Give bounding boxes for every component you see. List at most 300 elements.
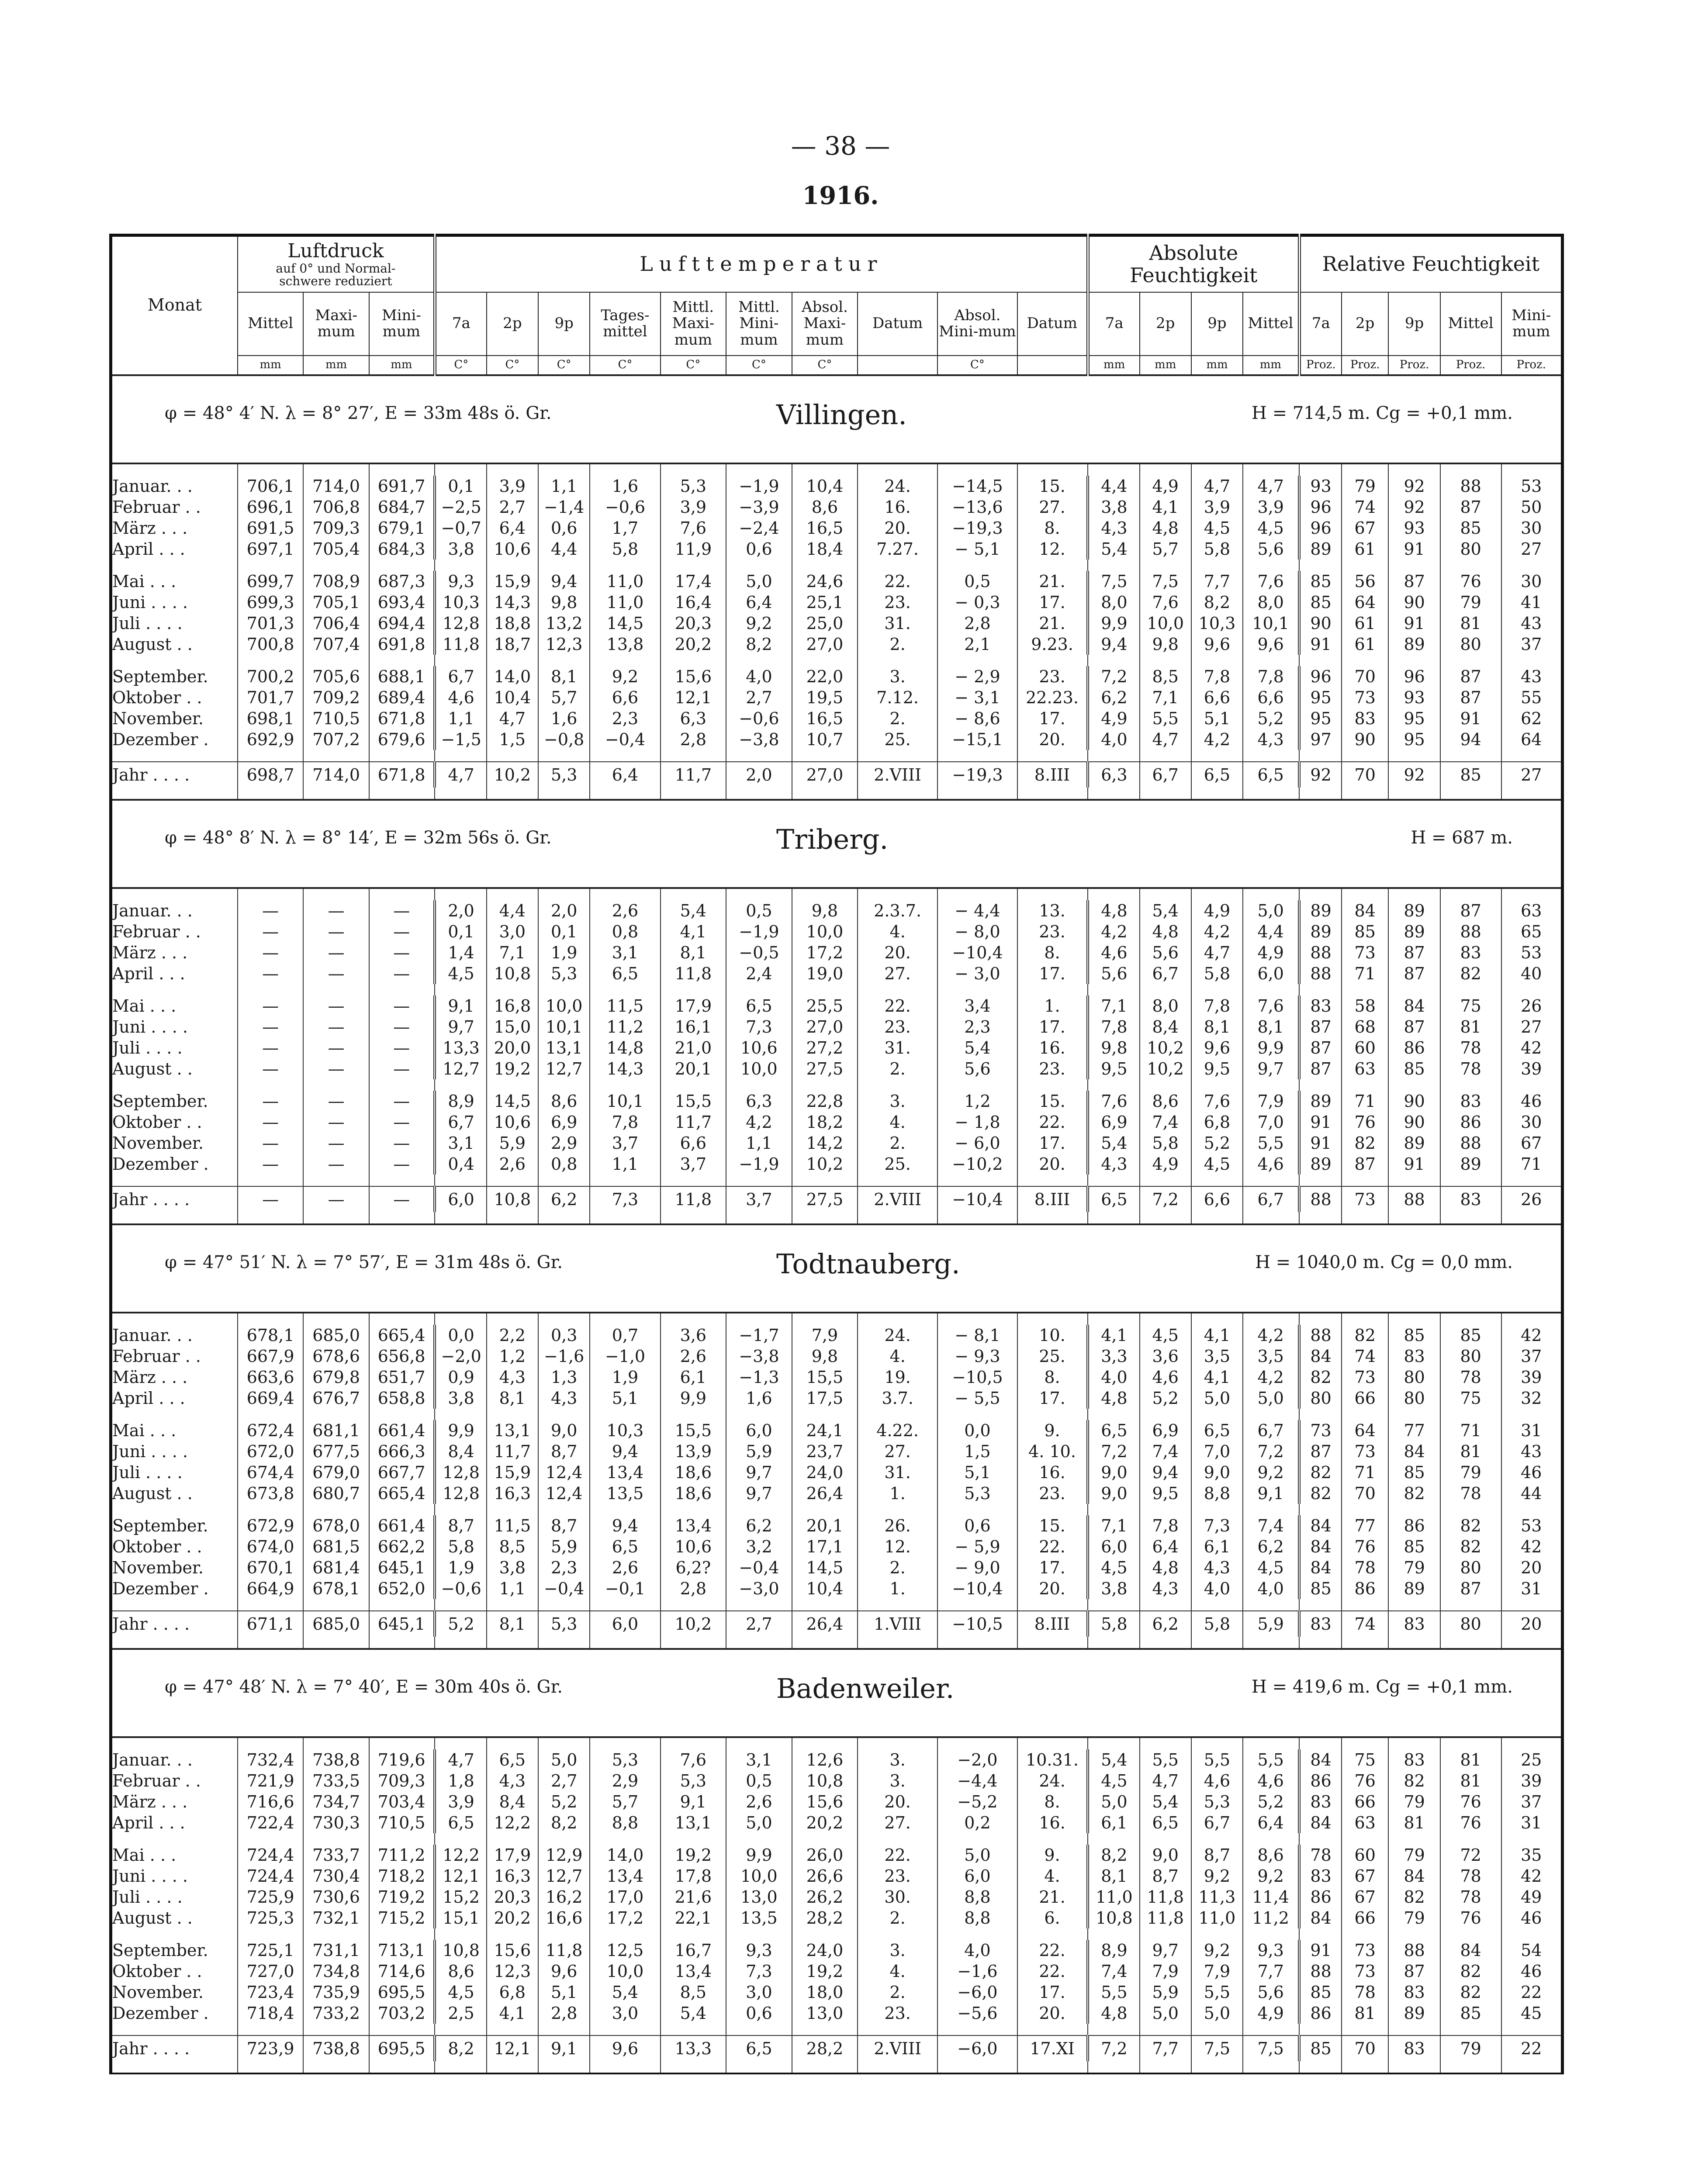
month-label: Juli . . . . [112,1462,183,1482]
data-cell: 7,7 [1140,2035,1191,2061]
data-cell: − 9,3 [937,1346,1017,1367]
month-label: April . . . [112,1388,185,1408]
spacer-cell [303,1504,369,1515]
spacer-row [111,1079,1563,1091]
data-cell: 8,1 [487,1388,538,1409]
data-cell: 5,5 [1088,1982,1139,2003]
month-row [111,613,1563,634]
data-cell: 3,8 [435,539,486,560]
spacer-cell [937,1833,1017,1845]
data-cell: 9,9 [1088,613,1139,634]
data-cell: 1. [1017,995,1088,1016]
data-cell: 13,1 [538,1037,590,1058]
spacer-cell [1440,1175,1501,1186]
spacer-cell [1501,1637,1563,1649]
spacer-cell [1299,1637,1342,1649]
spacer-row [111,1504,1563,1515]
spacer-cell [937,463,1017,476]
data-cell: 42 [1501,1536,1563,1557]
station-header-cell [111,1649,1563,1737]
month-label: August . . [112,1483,193,1503]
data-cell: 9. [1017,1420,1088,1441]
data-cell: 85 [1388,1536,1440,1557]
data-cell: 89 [1299,539,1342,560]
data-cell: 8,7 [1191,1845,1243,1866]
data-cell: 91 [1299,634,1342,655]
spacer-cell [111,1737,238,1749]
data-cell: 19. [858,1367,937,1388]
data-cell: 2,1 [937,634,1017,655]
data-cell: 16,7 [661,1940,726,1961]
data-cell: 679,1 [369,518,435,539]
data-cell: 715,2 [369,1908,435,1928]
spacer-cell [538,750,590,762]
data-cell: — [303,1037,369,1058]
data-cell: 5,6 [937,1058,1017,1079]
data-cell: 20. [1017,729,1088,750]
spacer-cell [303,750,369,762]
spacer-cell [1140,888,1191,900]
data-cell: 6,2 [538,1186,590,1212]
data-cell: 4,6 [1243,1154,1299,1175]
data-cell: 7,2 [1088,2035,1139,2061]
data-cell: 6,7 [435,1112,486,1133]
luftdruck-title: Luftdruck [287,240,384,263]
month-row [111,1346,1563,1367]
data-cell: 75 [1440,1388,1501,1409]
data-cell: 9,4 [538,571,590,592]
spacer-row [111,984,1563,995]
data-cell: 15,1 [435,1908,486,1928]
data-cell: 15,2 [435,1887,486,1908]
month-row [111,1420,1563,1441]
data-cell: 27,0 [792,634,858,655]
data-cell: 681,1 [303,1420,369,1441]
data-cell: 13,2 [538,613,590,634]
spacer-cell [661,463,726,476]
station-name: Badenweiler. [776,1672,955,1704]
spacer-cell [792,984,858,995]
spacer-cell [1140,463,1191,476]
data-cell: 735,9 [303,1982,369,2003]
data-cell: 31 [1501,1812,1563,1833]
spacer-row [111,888,1563,900]
spacer-cell [1017,1737,1088,1749]
spacer-cell [661,2061,726,2073]
data-cell: 5,2 [1243,708,1299,729]
data-cell: 85 [1388,1058,1440,1079]
station-name: Todtnauberg. [776,1248,960,1280]
spacer-cell [1440,984,1501,995]
data-cell: 10,4 [792,476,858,497]
spacer-cell [590,1737,660,1749]
spacer-cell [1191,1833,1243,1845]
spacer-cell [538,1079,590,1091]
spacer-cell [538,1637,590,1649]
data-cell: −2,0 [937,1749,1017,1770]
spacer-cell [111,1599,238,1611]
spacer-cell [661,1504,726,1515]
data-cell: 662,2 [369,1536,435,1557]
data-cell: 79 [1388,1557,1440,1578]
data-cell: 11,8 [1140,1887,1191,1908]
spacer-cell [1243,1637,1299,1649]
spacer-cell [1140,984,1191,995]
data-cell: — [369,1133,435,1154]
station-coordinates: φ = 47° 51′ N. λ = 7° 57′, E = 31m 48s ö. Gr. [165,1252,563,1272]
station-coordinates: φ = 48° 8′ N. λ = 8° 14′, E = 32m 56s ö. Gr. [165,827,552,848]
data-cell: 21. [1017,1887,1088,1908]
spacer-cell [538,1175,590,1186]
month-row [111,963,1563,984]
data-cell: 698,7 [238,762,304,788]
data-cell: 4,1 [1140,497,1191,518]
data-cell: 7,8 [1191,666,1243,687]
spacer-cell [590,1409,660,1420]
data-cell: 11,4 [1243,1887,1299,1908]
data-cell: 685,0 [303,1325,369,1346]
month-row [111,1112,1563,1133]
data-cell: 93 [1388,518,1440,539]
data-cell: 12,7 [538,1058,590,1079]
data-cell: 95 [1388,729,1440,750]
spacer-cell [303,1928,369,1940]
spacer-cell [435,1599,486,1611]
data-cell: 20. [1017,1154,1088,1175]
data-cell: 84 [1299,1515,1342,1536]
data-cell: 6,4 [1243,1812,1299,1833]
spacer-cell [1243,2024,1299,2035]
data-cell: 6,5 [487,1749,538,1770]
data-cell: — [369,1058,435,1079]
spacer-cell [1299,1599,1342,1611]
data-cell: 16,5 [792,708,858,729]
spacer-row [111,1175,1563,1186]
spacer-cell [1501,1737,1563,1749]
data-cell: 37 [1501,1791,1563,1812]
spacer-cell [590,1079,660,1091]
year-row [111,2035,1563,2061]
data-cell: — [303,1133,369,1154]
data-cell: 73 [1342,687,1389,708]
data-cell: 9,3 [435,571,486,592]
data-cell: 45 [1501,2003,1563,2024]
data-cell: 9,6 [1191,1037,1243,1058]
data-cell: 7,8 [1140,1515,1191,1536]
month-label: Juli . . . . [112,613,183,633]
data-cell: 4,1 [1191,1367,1243,1388]
spacer-cell [303,1079,369,1091]
data-cell: 7,5 [1243,2035,1299,2061]
unit-label: Proz. [1299,356,1342,375]
spacer-cell [369,655,435,666]
spacer-cell [590,1212,660,1224]
data-cell: 694,4 [369,613,435,634]
data-cell: 5,6 [1088,963,1139,984]
data-cell: 738,8 [303,2035,369,2061]
data-cell: 9,2 [1191,1940,1243,1961]
spacer-cell [369,560,435,571]
data-cell: 85 [1299,592,1342,613]
month-label: März . . . [112,518,188,538]
data-cell: 14,2 [792,1133,858,1154]
data-cell: 25. [1017,1346,1088,1367]
data-cell: 89 [1388,1578,1440,1599]
spacer-cell [858,2024,937,2035]
data-cell: 9,2 [1191,1866,1243,1887]
spacer-cell [661,750,726,762]
data-cell: — [303,900,369,921]
data-cell: 1,1 [726,1133,792,1154]
data-cell: 88 [1388,1940,1440,1961]
spacer-cell [1388,1928,1440,1940]
spacer-cell [1388,2024,1440,2035]
spacer-cell [538,788,590,800]
data-cell: 5,8 [435,1536,486,1557]
spacer-cell [726,1504,792,1515]
data-cell: 8,8 [590,1812,660,1833]
data-cell: 2,8 [661,729,726,750]
spacer-cell [111,1637,238,1649]
data-cell: 7,6 [1243,571,1299,592]
data-cell: 666,3 [369,1441,435,1462]
data-cell: 9,2 [1243,1462,1299,1483]
data-cell: 20. [1017,1578,1088,1599]
data-cell: 85 [1299,1982,1342,2003]
col-header: 9p [538,292,590,356]
spacer-cell [487,1599,538,1611]
data-cell: 7,3 [1191,1515,1243,1536]
data-cell: 9,8 [538,592,590,613]
month-row [111,666,1563,687]
spacer-cell [538,2061,590,2073]
data-cell: 1. [858,1483,937,1504]
station-header-row [111,800,1563,888]
data-cell: 1,1 [538,476,590,497]
spacer-cell [1342,1737,1389,1749]
data-cell: 9,7 [726,1483,792,1504]
data-cell: 24. [858,476,937,497]
spacer-cell [435,750,486,762]
spacer-cell [590,560,660,571]
data-cell: 66 [1342,1791,1389,1812]
data-cell: 27. [1017,497,1088,518]
spacer-cell [590,2061,660,2073]
luftdruck-header [238,235,435,292]
data-cell: 86 [1342,1578,1389,1599]
data-cell: 671,8 [369,762,435,788]
spacer-cell [487,1313,538,1325]
data-cell: 86 [1388,1515,1440,1536]
spacer-cell [1140,655,1191,666]
data-cell: 23. [1017,921,1088,942]
spacer-cell [661,1599,726,1611]
data-cell: 27,5 [792,1186,858,1212]
data-cell: 9.23. [1017,634,1088,655]
data-cell: 18,4 [792,539,858,560]
data-cell: 4,1 [1088,1325,1139,1346]
spacer-row [111,1409,1563,1420]
spacer-cell [487,1212,538,1224]
data-cell: 27,0 [792,1016,858,1037]
data-cell: 4. [858,1961,937,1982]
spacer-cell [303,2061,369,2073]
spacer-cell [303,788,369,800]
spacer-cell [1243,1737,1299,1749]
data-cell: 10,2 [1140,1037,1191,1058]
spacer-cell [111,1504,238,1515]
data-cell: 17. [1017,708,1088,729]
spacer-cell [1191,655,1243,666]
spacer-cell [111,1079,238,1091]
data-cell: 8.III [1017,762,1088,788]
spacer-cell [1243,788,1299,800]
spacer-cell [238,560,304,571]
data-cell: 10,3 [590,1420,660,1441]
spacer-cell [937,1079,1017,1091]
data-cell: 6,5 [1243,762,1299,788]
data-cell: 11,8 [661,1186,726,1212]
data-cell: 4,3 [487,1770,538,1791]
data-cell: 4,0 [1243,1578,1299,1599]
data-cell: — [369,1112,435,1133]
data-cell: 12,5 [590,1940,660,1961]
data-cell: 7,2 [1088,666,1139,687]
spacer-row [111,1637,1563,1649]
data-cell: −10,2 [937,1154,1017,1175]
spacer-cell [792,2024,858,2035]
data-cell: 15,5 [661,1420,726,1441]
spacer-cell [661,1737,726,1749]
spacer-cell [1299,1833,1342,1845]
data-cell: 0,8 [590,921,660,942]
spacer-row [111,2024,1563,2035]
data-cell: 11,8 [1140,1908,1191,1928]
data-cell: 93 [1299,476,1342,497]
data-cell: 27. [858,1812,937,1833]
spacer-cell [487,2061,538,2073]
data-cell: 22. [858,571,937,592]
month-row [111,1367,1563,1388]
spacer-cell [111,750,238,762]
data-cell: 6,5 [1088,1186,1139,1212]
data-cell: 700,8 [238,634,304,655]
data-cell: 5,7 [1140,539,1191,560]
data-cell: 22,0 [792,666,858,687]
data-cell: 8,2 [1191,592,1243,613]
data-cell: 83 [1299,1866,1342,1887]
spacer-cell [111,1212,238,1224]
data-cell: 17.XI [1017,2035,1088,2061]
spacer-cell [590,1175,660,1186]
month-row [111,900,1563,921]
spacer-cell [538,1599,590,1611]
data-cell: 12,1 [661,687,726,708]
spacer-cell [1191,463,1243,476]
data-cell: 2,6 [661,1346,726,1367]
month-row [111,1866,1563,1887]
data-cell: 76 [1440,1812,1501,1833]
data-cell: 4,9 [1088,708,1139,729]
spacer-cell [538,1833,590,1845]
spacer-cell [1017,788,1088,800]
data-cell: 19,2 [487,1058,538,1079]
data-cell: 83 [1388,1749,1440,1770]
data-cell: −3,8 [726,729,792,750]
data-cell: 20,1 [661,1058,726,1079]
data-cell: 67 [1501,1133,1563,1154]
data-cell: −0,6 [726,708,792,729]
data-cell: 6,7 [435,666,486,687]
data-cell: 9,5 [1140,1483,1191,1504]
data-cell: 718,4 [238,2003,304,2024]
spacer-cell [726,2061,792,2073]
data-cell: 4,2 [1243,1367,1299,1388]
data-cell: −2,0 [435,1346,486,1367]
spacer-cell [238,1599,304,1611]
spacer-cell [487,750,538,762]
col-header: 2p [1140,292,1191,356]
data-cell: 1,5 [487,729,538,750]
spacer-cell [726,788,792,800]
data-cell: 19,0 [792,963,858,984]
data-cell: 6,8 [1191,1112,1243,1133]
spacer-cell [369,1409,435,1420]
month-row [111,1887,1563,1908]
data-cell: 10. [1017,1325,1088,1346]
data-cell: 4,6 [1140,1367,1191,1388]
data-cell: 7,4 [1140,1112,1191,1133]
data-cell: 13,4 [590,1866,660,1887]
data-cell: 5,5 [1140,1749,1191,1770]
month-row [111,1133,1563,1154]
data-cell: 6,0 [435,1186,486,1212]
month-row [111,1578,1563,1599]
data-cell: 84 [1299,1346,1342,1367]
data-cell: 5,7 [538,687,590,708]
data-cell: 9,0 [1088,1483,1139,1504]
data-cell: 16. [858,497,937,518]
data-cell: 5,8 [1140,1133,1191,1154]
spacer-cell [661,560,726,571]
spacer-cell [111,788,238,800]
data-cell: 94 [1440,729,1501,750]
spacer-cell [1342,1175,1389,1186]
spacer-cell [858,2061,937,2073]
spacer-cell [858,1504,937,1515]
data-cell: 5,3 [1191,1791,1243,1812]
spacer-cell [792,560,858,571]
spacer-cell [1017,560,1088,571]
data-cell: 96 [1299,497,1342,518]
spacer-cell [858,888,937,900]
data-cell: 27 [1501,1016,1563,1037]
data-cell: 10,6 [487,539,538,560]
data-cell: 3,0 [590,2003,660,2024]
data-cell: 4. [1017,1866,1088,1887]
data-cell: 1,6 [726,1388,792,1409]
data-cell: 8,7 [538,1441,590,1462]
climate-table [109,234,1564,2074]
spacer-cell [858,1212,937,1224]
data-cell: — [238,921,304,942]
data-cell: 8,8 [937,1887,1017,1908]
month-label: Juni . . . . [112,1017,188,1037]
spacer-cell [303,984,369,995]
data-cell: 75 [1440,995,1501,1016]
data-cell: 15,9 [487,571,538,592]
spacer-cell [1501,888,1563,900]
